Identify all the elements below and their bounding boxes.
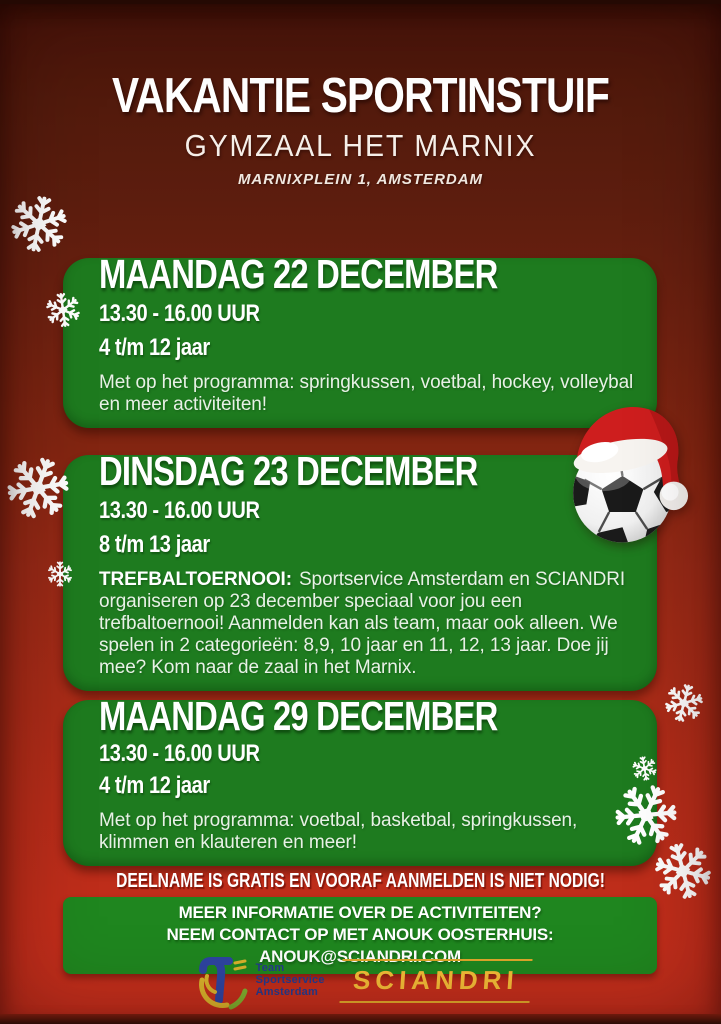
event-description-text: Met op het programma: springkussen, voetbal, hockey, volleybal en meer activiteiten!: [99, 371, 634, 415]
event-description-text: Met op het programma: voetbal, basketbal, springkussen, klimmen en klauteren en meer!: [99, 809, 578, 853]
event-ages: 8 t/m 13 jaar: [99, 530, 210, 558]
event-card-maandag-22-december: [63, 251, 657, 428]
event-description: [99, 372, 643, 416]
event-description: [99, 810, 643, 854]
footer-logos: [0, 948, 721, 1014]
event-heading: MAANDAG 22 DECEMBER: [99, 251, 498, 297]
poster-subtitle: GYMZAAL HET MARNIX: [184, 128, 537, 163]
event-time: 13.30 - 16.00 UUR: [99, 300, 260, 327]
snowflake-icon: [663, 682, 705, 724]
event-time: 13.30 - 16.00 UUR: [99, 497, 260, 524]
snowflake-icon: [652, 840, 714, 902]
event-heading: DINSDAG 23 DECEMBER: [99, 448, 478, 494]
team-sportservice-logo: [191, 950, 325, 1012]
snowflake-icon: [8, 193, 70, 255]
poster-address: MARNIXPLEIN 1, AMSTERDAM: [237, 171, 484, 188]
event-card-maandag-29-december: [63, 693, 657, 866]
event-time: 13.30 - 16.00 UUR: [99, 740, 260, 767]
team-sportservice-line1: Team: [255, 962, 285, 975]
event-ages: 4 t/m 12 jaar: [99, 333, 210, 361]
team-sportservice-line2: Sportservice: [255, 974, 325, 987]
team-sportservice-wordmark: [256, 963, 325, 999]
poster-header: [0, 69, 721, 188]
team-sportservice-line3: Amsterdam: [255, 985, 318, 998]
team-sportservice-mark-icon: [191, 950, 251, 1012]
contact-details: NEEM CONTACT OP MET ANOUK OOSTERHUIS: ANOUK@SCIANDRI.COM: [166, 924, 554, 966]
event-heading: MAANDAG 29 DECEMBER: [99, 693, 498, 739]
event-description-lead: TREFBALTOERNOOI:: [99, 568, 292, 590]
sciandri-logo: SCIANDRI: [339, 959, 532, 1003]
snowflake-icon: [4, 454, 72, 522]
event-card-dinsdag-23-december: [63, 448, 657, 691]
notice-banner: DEELNAME IS GRATIS EN VOORAF AANMELDEN IS NIET NODIG!: [116, 870, 605, 892]
contact-question: MEER INFORMATIE OVER DE ACTIVITEITEN?: [178, 903, 542, 922]
poster-title: VAKANTIE SPORTINSTUIF: [112, 69, 609, 123]
event-description-text: Sportservice Amsterdam en SCIANDRI organiseren op 23 december speciaal voor jou een trefbaltoernooi! Aanmelden kan als team, maar ook alleen. We spelen in 2 categorieën: 8,9, 10 jaar en 11, 12, 13 jaar. Doe jij mee? Kom naar de zaal in het Marnix.: [99, 568, 626, 678]
event-description: [99, 569, 643, 679]
event-ages: 4 t/m 12 jaar: [99, 771, 210, 799]
